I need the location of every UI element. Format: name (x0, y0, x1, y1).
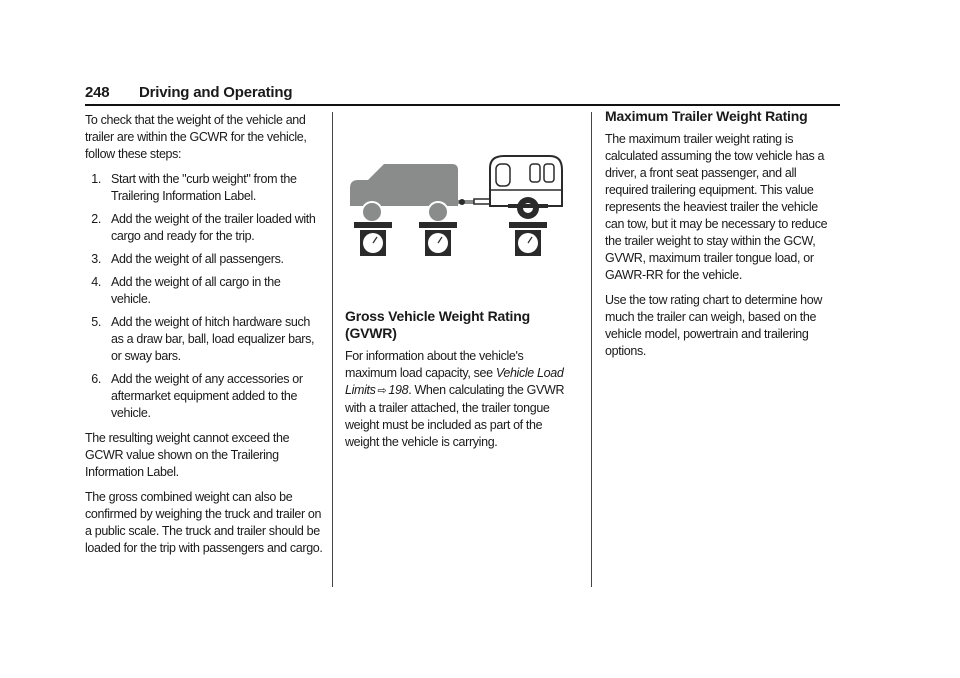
trailer-icon (490, 156, 562, 219)
column-divider-1 (332, 112, 333, 587)
section-title: Driving and Operating (139, 84, 293, 101)
list-item: 2. Add the weight of the trailer loaded with cargo and ready for the trip. (91, 212, 316, 243)
list-item: 1. Start with the "curb weight" from the Trailering Information Label. (91, 172, 297, 203)
header-rule (85, 104, 840, 106)
page-number: 248 (85, 84, 110, 101)
result-paragraph: The resulting weight cannot exceed the GCWR value shown on the Trailering Information Label. (85, 431, 290, 479)
column-1 (85, 112, 323, 565)
list-item: 3. Add the weight of all passengers. (91, 252, 284, 266)
hitch-icon (458, 199, 492, 205)
list-item: 4. Add the weight of all cargo in the vehicle. (91, 275, 281, 306)
list-item: 6. Add the weight of any accessories or aftermarket equipment added to the vehicle. (91, 372, 303, 420)
max-trailer-weight-heading: Maximum Trailer Weight Rating (605, 108, 808, 124)
scale-icon-rear (419, 222, 457, 256)
scale-paragraph: The gross combined weight can also be confirmed by weighing the truck and trailer on a public scale. The truck and trailer should be loaded for the trip with passengers and cargo. (85, 490, 323, 555)
max-trailer-paragraph-2: Use the tow rating chart to determine how much the trailer can weigh, based on the vehicle model, powertrain and trailering options. (605, 293, 823, 358)
page-header (85, 84, 840, 104)
list-item: 5. Add the weight of hitch hardware such as a draw bar, ball, load equalizer bars, or sway bars. (91, 315, 315, 363)
reference-page[interactable]: 198 (388, 383, 409, 397)
column-divider-2 (591, 112, 592, 587)
scale-icon-trailer (509, 222, 547, 256)
column-3 (605, 108, 840, 368)
vehicle-load-limits-link[interactable]: Vehicle Load Limits (345, 366, 564, 397)
page-reference-icon: ⇨ (377, 385, 387, 397)
scale-icon-front (354, 222, 392, 256)
vehicle-trailer-scale-illustration (344, 150, 570, 262)
gvwr-heading: Gross Vehicle Weight Rating (GVWR) (345, 308, 530, 341)
gvwr-paragraph: For information about the vehicle's maximum load capacity, see Vehicle Load Limits ⇨ 198. When calculating the GVWR with a trailer attached, the trailer tongue weight must be included as part of the weight the vehicle is carrying. (345, 349, 565, 449)
max-trailer-paragraph-1: The maximum trailer weight rating is calculated assuming the tow vehicle has a driver, a front seat passenger, and all required trailering equipment. This value represents the heaviest trailer the vehicle can tow, but it may be necessary to reduce the trailer weight to stay within the GCW, GVWR, maximum trailer tongue load, or GAWR-RR for the vehicle. (605, 132, 828, 282)
column-2 (345, 308, 569, 459)
steps-list (85, 171, 323, 422)
vehicle-icon (350, 164, 458, 222)
intro-paragraph: To check that the weight of the vehicle and trailer are within the GCWR for the vehicle, follow these steps: (85, 113, 307, 161)
